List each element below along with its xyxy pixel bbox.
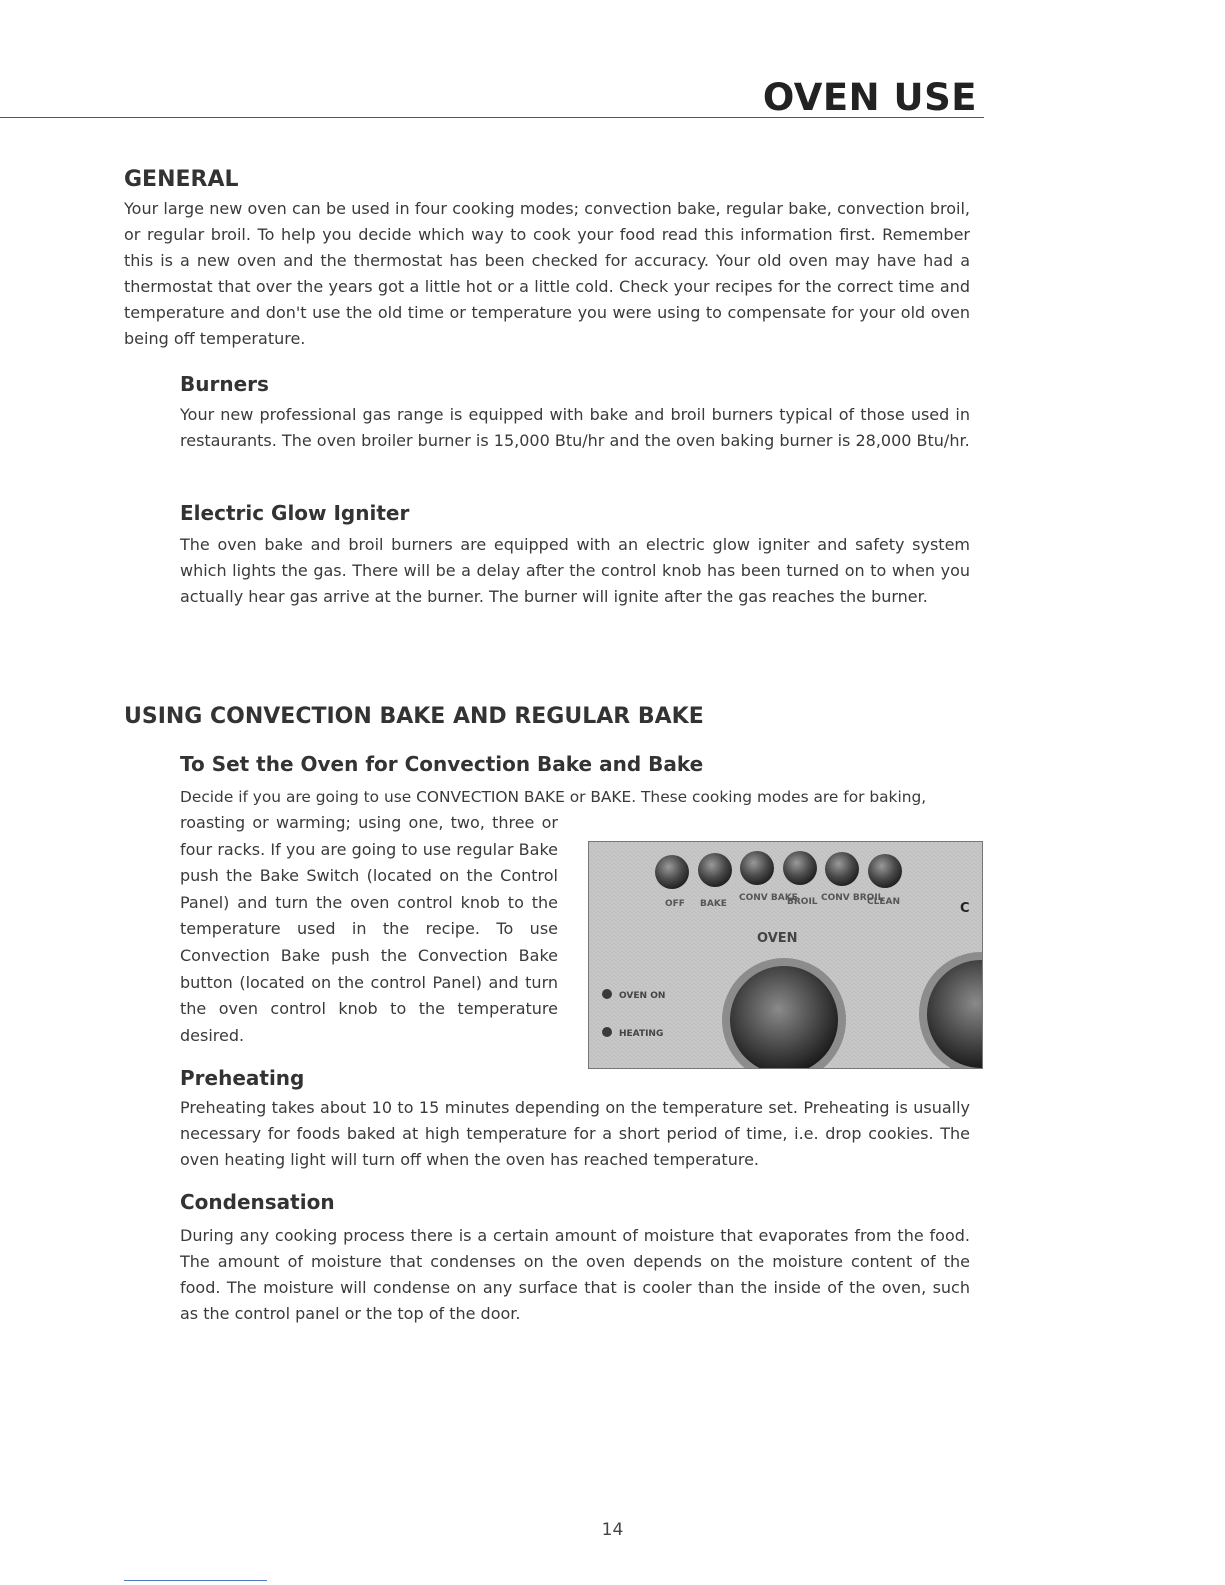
preheating-heading: Preheating (180, 1066, 305, 1090)
panel-label-bake: BAKE (700, 899, 727, 909)
panel-label-conv-broil: CONV BROIL (821, 893, 884, 903)
clean-button-icon (868, 854, 902, 888)
heating-indicator-label: HEATING (619, 1029, 664, 1039)
conv-bake-button-icon (740, 851, 774, 885)
page-number: 14 (601, 1520, 624, 1540)
control-panel-illustration (589, 842, 982, 1068)
bake-button-icon (698, 853, 732, 887)
condensation-heading: Condensation (180, 1190, 335, 1214)
condensation-body: During any cooking process there is a certain amount of moisture that evaporates from the food. The amount of moisture that condenses on the oven depends on the moisture content of the food. The moisture will condense on any surface that is cooler than the inside of the oven, such as the control panel or the top of the door. (180, 1226, 970, 1323)
panel-oven-label: OVEN (757, 931, 798, 946)
oven-on-light-icon (602, 989, 612, 999)
using-body: roasting or warming; using one, two, three or four racks. If you are going to use regular Bake push the Bake Switch (located on the Control Panel) and turn the oven control knob to the temperature used in the recipe. To use Convection Bake push the Convection Bake button (located on the control Panel) and turn the oven control knob to the temperature desired. (180, 813, 558, 1045)
igniter-heading: Electric Glow Igniter (180, 501, 410, 525)
heating-light-icon (602, 1027, 612, 1037)
oven-on-indicator-label: OVEN ON (619, 991, 666, 1001)
burners-heading: Burners (180, 372, 269, 396)
conv-broil-button-icon (825, 852, 859, 886)
panel-label-broil: BROIL (787, 897, 818, 907)
control-panel-photo (588, 841, 983, 1069)
panel-label-off: OFF (665, 899, 685, 909)
using-line1: Decide if you are going to use CONVECTION BAKE or BAKE. These cooking modes are for baking, (180, 788, 927, 806)
page-header-title: OVEN USE (762, 76, 977, 119)
preheating-body: Preheating takes about 10 to 15 minutes depending on the temperature set. Preheating is usually necessary for foods baked at high temperature for a short period of time, i.e. drop cookies. The oven heating light will turn off when the oven has reached temperature. (180, 1098, 970, 1169)
panel-label-conv-bake: CONV BAKE (739, 893, 798, 903)
footer-rule (124, 1580, 267, 1581)
broil-button-icon (783, 851, 817, 885)
general-body: Your large new oven can be used in four cooking modes; convection bake, regular bake, convection broil, or regular broil. To help you decide which way to cook your food read this information first. Remember this is a new oven and the thermostat has been checked for accuracy. Your old oven may have had a thermostat that over the years got a little hot or a little cold. Check your recipes for the correct time and temperature and don't use the old time or temperature you were using to compensate for your old oven being off temperature. (124, 199, 970, 348)
off-button-icon (655, 855, 689, 889)
panel-label-clean: CLEAN (867, 897, 900, 907)
igniter-body: The oven bake and broil burners are equipped with an electric glow igniter and safety system which lights the gas. There will be a delay after the control knob has been turned on to when you actually hear gas arrive at the burner. The burner will ignite after the gas reaches the burner. (180, 535, 970, 606)
header-rule (0, 117, 984, 118)
general-heading: GENERAL (124, 167, 239, 192)
using-heading: USING CONVECTION BAKE AND REGULAR BAKE (124, 704, 704, 729)
using-subheading: To Set the Oven for Convection Bake and Bake (180, 752, 704, 776)
panel-edge-letter: C (960, 901, 970, 916)
burners-body: Your new professional gas range is equipped with bake and broil burners typical of those used in restaurants. The oven broiler burner is 15,000 Btu/hr and the oven baking burner is 28,000 Btu/hr. (180, 405, 970, 450)
